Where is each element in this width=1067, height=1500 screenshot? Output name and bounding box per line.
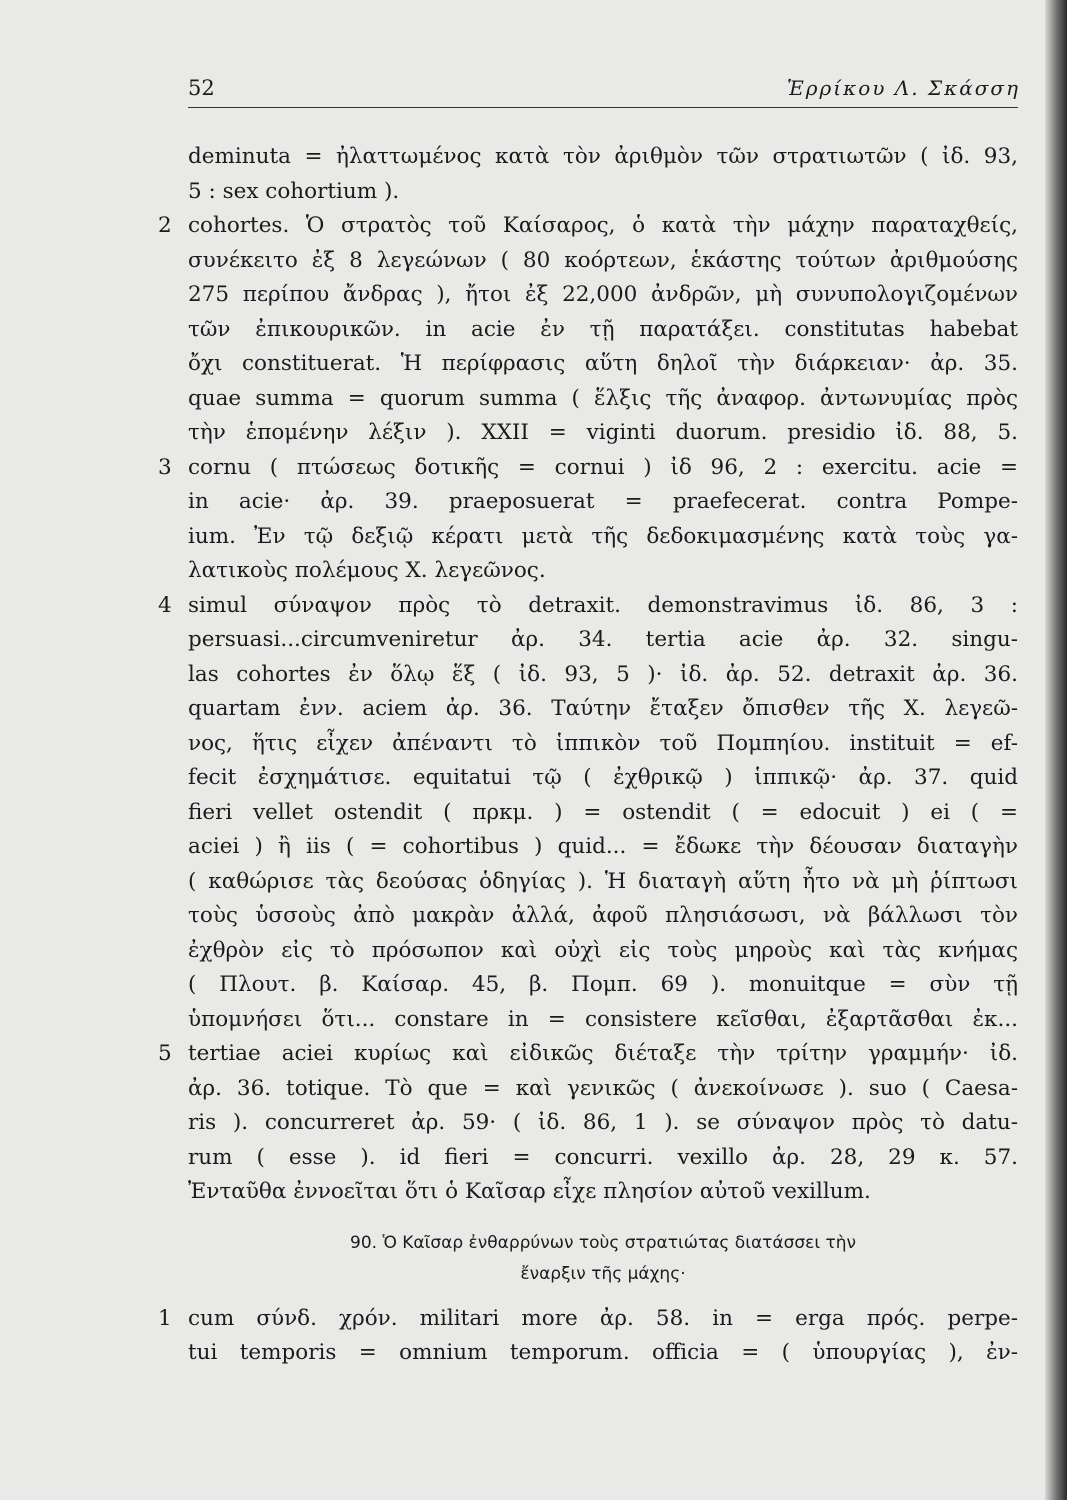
text-line	[188, 968, 1018, 1003]
text-line	[158, 451, 1018, 486]
line-text: ἀρ. 36. totique. Τὸ que = καὶ γενικῶς ( ἀνεκοίνωσε ). suo ( Caesa-	[188, 1075, 1018, 1101]
section-90-notes	[158, 1302, 1018, 1371]
text-line	[188, 175, 1018, 210]
page-number: 52	[188, 76, 215, 100]
text-line	[188, 934, 1018, 969]
line-number: 4	[158, 592, 172, 618]
line-text: cornu ( πτώσεως δοτικῆς = cornui ) ἰδ 96, 2 : exercitu. acie =	[188, 454, 1018, 480]
line-number: 2	[158, 213, 172, 238]
text-line	[188, 623, 1018, 658]
line-text: tui temporis = omnium temporum. officia = ( ὑπουργίας ), ἐν-	[188, 1340, 1018, 1365]
text-line	[188, 796, 1018, 831]
text-line	[188, 1141, 1018, 1176]
text-line	[188, 1336, 1018, 1371]
line-text: λατικοὺς πολέμους Χ. λεγεῶνος.	[188, 558, 546, 583]
line-text: συνέκειτο ἐξ 8 λεγεώνων ( 80 κοόρτεων, ἑκάστης τούτων ἀριθμούσης	[188, 247, 1018, 273]
text-line	[158, 1302, 1018, 1337]
line-text: 275 περίπου ἄνδρας ), ἤτοι ἐξ 22,000 ἀνδρῶν, μὴ συνυπολογιζομένων	[188, 282, 1018, 307]
text-line	[188, 727, 1018, 762]
page-edge-shadow	[1045, 0, 1067, 1500]
text-line	[188, 830, 1018, 865]
line-text: in acie· ἀρ. 39. praeposuerat = praefecerat. contra Pompe-	[188, 489, 1018, 514]
heading-line-1: 90. Ὁ Καῖσαρ ἐνθαρρύνων τοὺς στρατιώτας διατάσσει τὴν	[350, 1232, 856, 1253]
header-rule	[188, 107, 1018, 108]
line-text: ὑπομνήσει ὅτι... constare in = consistere κεῖσθαι, ἐξαρτᾶσθαι ἐκ...	[188, 1006, 1018, 1032]
text-line	[188, 658, 1018, 693]
text-line	[188, 865, 1018, 900]
line-text: ium. Ἐν τῷ δεξιῷ κέρατι μετὰ τῆς δεδοκιμασμένης κατὰ τοὺς γα-	[188, 523, 1018, 549]
line-text: rum ( esse ). id fieri = concurri. vexillo ἀρ. 28, 29 κ. 57.	[188, 1144, 1018, 1170]
line-text: Ἐνταῦθα ἐννοεῖται ὅτι ὁ Καῖσαρ εἶχε πλησίον αὐτοῦ vexillum.	[188, 1179, 871, 1204]
line-text: las cohortes ἐν ὅλῳ ἕξ ( ἰδ. 93, 5 )· ἰδ. ἀρ. 52. detraxit ἀρ. 36.	[188, 661, 1018, 687]
line-text: ris ). concurreret ἀρ. 59· ( ἰδ. 86, 1 ). se σύναψον πρὸς τὸ datu-	[188, 1110, 1018, 1135]
line-number: 3	[158, 454, 172, 480]
text-line	[188, 382, 1018, 417]
text-line	[158, 1037, 1018, 1072]
line-text: cum σύνδ. χρόν. militari more ἀρ. 58. in = erga πρός. perpe-	[188, 1305, 1018, 1331]
line-text: persuasi...circumveniretur ἀρ. 34. tertia acie ἀρ. 32. singu-	[188, 627, 1018, 652]
line-text: τῶν ἐπικουρικῶν. in acie ἐν τῇ παρατάξει. constitutas habebat	[188, 316, 1018, 342]
text-line	[188, 554, 1018, 589]
line-text: ( καθώρισε τὰς δεούσας ὁδηγίας ). Ἡ διαταγὴ αὕτη ἦτο νὰ μὴ ῥίπτωσι	[188, 868, 1018, 894]
text-line	[188, 1175, 1018, 1210]
section-89-notes	[158, 140, 1018, 1210]
running-head: Ἑρρίκου Λ. Σκάσση	[786, 76, 1020, 100]
line-text: simul σύναψον πρὸς τὸ detraxit. demonstravimus ἰδ. 86, 3 :	[188, 592, 1018, 618]
line-text: fecit ἐσχημάτισε. equitatui τῷ ( ἐχθρικῷ ) ἱππικῷ· ἀρ. 37. quid	[188, 765, 1018, 790]
line-text: aciei ) ἢ iis ( = cohortibus ) quid... = ἔδωκε τὴν δέουσαν διαταγὴν	[188, 834, 1018, 859]
text-line	[188, 1003, 1018, 1038]
text-line	[188, 416, 1018, 451]
text-line	[188, 347, 1018, 382]
commentary-body	[158, 140, 1018, 1371]
line-text: tertiae aciei κυρίως καὶ εἰδικῶς διέταξε τὴν τρίτην γραμμήν· ἰδ.	[188, 1041, 1018, 1066]
line-text: fieri vellet ostendit ( πρκμ. ) = ostendit ( = edocuit ) ei ( =	[188, 799, 1018, 825]
text-line	[188, 278, 1018, 313]
page-header	[188, 72, 1020, 106]
text-line	[188, 761, 1018, 796]
line-number: 5	[158, 1041, 172, 1066]
line-text: cohortes. Ὁ στρατὸς τοῦ Καίσαρος, ὁ κατὰ τὴν μάχην παραταχθείς,	[188, 213, 1018, 238]
text-line	[158, 589, 1018, 624]
text-line	[188, 313, 1018, 348]
text-line	[188, 140, 1018, 175]
line-text: νος, ἥτις εἶχεν ἀπέναντι τὸ ἱππικὸν τοῦ Πομπηίου. instituit = ef-	[188, 730, 1018, 756]
text-line	[158, 209, 1018, 244]
line-text: quae summa = quorum summa ( ἕλξις τῆς ἀναφορ. ἀντωνυμίας πρὸς	[188, 385, 1018, 411]
line-text: ὄχι constituerat. Ἡ περίφρασις αὕτη δηλοῖ τὴν διάρκειαν· ἀρ. 35.	[188, 351, 1018, 376]
line-text: τοὺς ὑσσοὺς ἀπὸ μακρὰν ἀλλά, ἀφοῦ πλησιάσωσι, νὰ βάλλωσι τὸν	[188, 903, 1018, 928]
text-line	[188, 485, 1018, 520]
line-text: quartam ἐνν. aciem ἀρ. 36. Ταύτην ἔταξεν ὄπισθεν τῆς Χ. λεγεῶ-	[188, 696, 1018, 721]
heading-line-2: ἔναρξιν τῆς μάχης·	[520, 1263, 686, 1284]
text-line	[188, 1106, 1018, 1141]
line-text: 5 : sex cohortium ).	[188, 178, 400, 204]
text-line	[188, 1072, 1018, 1107]
line-text: deminuta = ἠλαττωμένος κατὰ τὸν ἀριθμὸν τῶν στρατιωτῶν ( ἰδ. 93,	[188, 144, 1018, 169]
text-line	[188, 899, 1018, 934]
line-text: ἐχθρὸν εἰς τὸ πρόσωπον καὶ οὐχὶ εἰς τοὺς μηροὺς καὶ τὰς κνήμας	[188, 937, 1018, 963]
line-text: τὴν ἑπομένην λέξιν ). XXII = viginti duorum. presidio ἰδ. 88, 5.	[188, 420, 1018, 445]
line-text: ( Πλουτ. β. Καίσαρ. 45, β. Πομπ. 69 ). monuitque = σὺν τῇ	[188, 972, 1018, 997]
text-line	[188, 244, 1018, 279]
line-number: 1	[158, 1305, 172, 1331]
text-line	[188, 692, 1018, 727]
text-line	[188, 520, 1018, 555]
section-90-heading	[188, 1228, 1018, 1290]
